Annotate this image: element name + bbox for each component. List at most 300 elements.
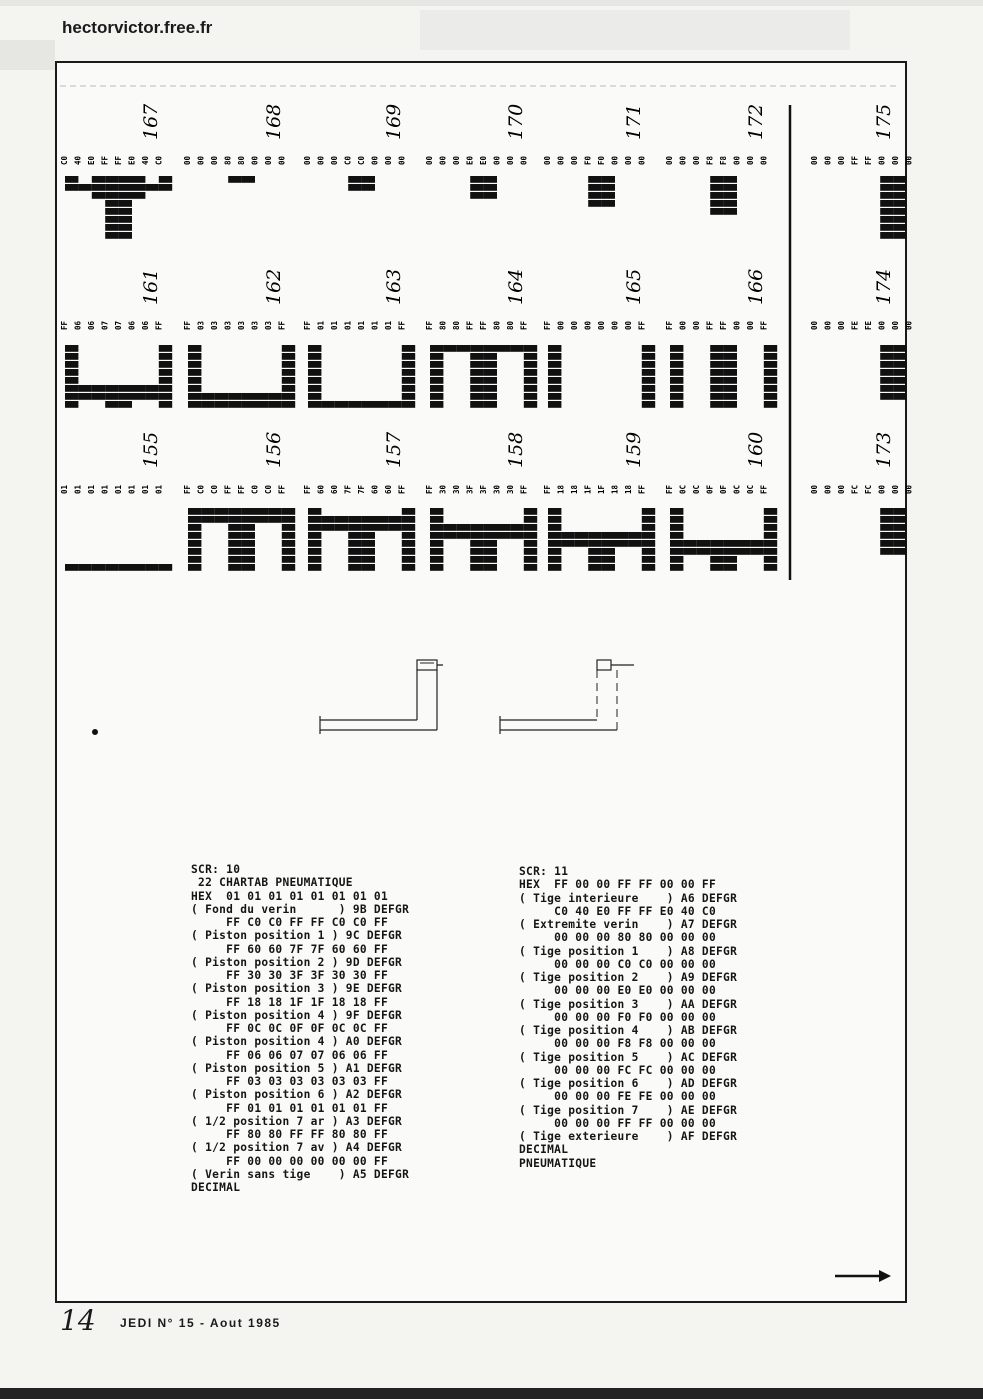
pixel [724,345,737,352]
pixel [119,232,132,239]
pixel [670,353,683,360]
hex-code: 0C [746,484,755,494]
pixel [484,353,497,360]
pixel [242,393,255,400]
pixel [159,353,172,360]
pixel [201,401,214,408]
pixel [242,564,255,571]
pixel [764,540,777,547]
hex-code: 18 [610,484,620,494]
pixel [880,232,893,239]
listing-line: ( Verin sans tige ) A5 DEFGR [191,1167,410,1181]
hex-code: FC [864,484,873,494]
listing-line: ( Tige position 7 ) AE DEFGR [519,1103,738,1117]
pixel [548,516,561,523]
pixel [388,524,401,531]
pixel [402,540,415,547]
pixel [65,385,78,392]
pixel [65,184,78,191]
hex-code: 01 [114,484,123,494]
pixel [215,393,228,400]
speck [92,729,98,735]
listing-line: 00 00 00 C0 C0 00 00 00 [519,957,716,971]
hex-code: FF [425,320,434,330]
pixel [510,532,523,539]
pixel [402,524,415,531]
pixel [764,516,777,523]
listing-line: DECIMAL [519,1143,569,1157]
hex-code: 00 [665,155,674,165]
hex-code: 80 [438,320,448,330]
pixel [710,192,723,199]
pixel [724,192,737,199]
pixel [228,556,241,563]
pixel [457,345,470,352]
hex-code: 00 [904,320,914,330]
pixel [348,540,361,547]
pixel [880,192,893,199]
pixel [65,369,78,376]
cylinder-sketch-left [320,660,443,734]
listing-line: ( Extremite verin ) A7 DEFGR [519,918,738,931]
hex-code: E0 [87,155,96,165]
hex-code: 00 [519,155,529,165]
pixel [308,556,321,563]
hex-code: 01 [141,484,150,494]
hex-code: 00 [624,155,633,165]
pixel [724,401,737,408]
hex-code: 00 [823,155,833,165]
pixel [670,556,683,563]
pixel [894,548,907,555]
pixel [308,524,321,531]
pixel [710,564,723,571]
pixel [484,369,497,376]
listing-line: FF 0C 0C 0F 0F 0C 0C FF [191,1022,388,1035]
char-number: 162 [263,268,285,305]
pixel [430,556,443,563]
pixel [470,192,483,199]
hex-code: FF [397,484,407,494]
hex-code: C0 [210,484,219,494]
pixel [105,385,118,392]
pixel [710,393,723,400]
pixel [484,524,497,531]
pixel [724,184,737,191]
hex-code: 00 [397,155,407,165]
code-listing-scr-11 [519,865,737,1170]
pixel [670,516,683,523]
pixel [321,524,334,531]
hex-code: FF [183,484,192,494]
pixel [430,524,443,531]
hex-code: 40 [73,155,83,165]
pixel [602,556,615,563]
hex-code: 00 [891,155,900,165]
listing-line: FF 03 03 03 03 03 03 FF [191,1075,388,1088]
pixel [548,564,561,571]
pixel [484,385,497,392]
cylinder-sketch-right [500,660,634,734]
char-number: 161 [140,268,162,305]
pixel [375,401,388,408]
pixel [119,184,132,191]
pixel [242,176,255,183]
pixel [880,184,893,191]
pixel [575,532,588,539]
pixel [188,345,201,352]
pixel [430,564,443,571]
pixel [524,385,537,392]
pixel [510,524,523,531]
pixel [670,540,683,547]
pixel [710,200,723,207]
listing-line: 00 00 00 FE FE 00 00 00 [519,1090,716,1104]
pixel [602,532,615,539]
listing-line: ( Tige position 1 ) A8 DEFGR [519,944,738,958]
pixel [282,524,295,531]
hex-code: 00 [610,155,620,165]
pixel [430,548,443,555]
listing-line: ( Fond du verin ) 9B DEFGR [191,902,410,916]
pixel [764,377,777,384]
pixel [484,345,497,352]
pixel [880,377,893,384]
pixel [548,369,561,376]
pixel [362,532,375,539]
pixel [268,508,281,515]
listing-line: ( 1/2 position 7 av ) A4 DEFGR [191,1141,403,1155]
pixel [548,393,561,400]
pixel [65,377,78,384]
hex-code: 3F [479,484,488,494]
pixel [65,345,78,352]
pixel [242,556,255,563]
pixel [348,564,361,571]
pixel [670,401,683,408]
hex-code: 0F [705,484,715,494]
hex-code: 0C [692,484,701,494]
pixel [670,564,683,571]
hex-code: F8 [705,155,715,165]
pixel [228,516,241,523]
pixel [188,540,201,547]
page-number: 14 [60,1304,96,1337]
pixel [228,540,241,547]
pixel [894,385,907,392]
pixel [308,516,321,523]
hex-code: E0 [127,155,137,165]
pixel [670,377,683,384]
pixel [159,176,172,183]
pixel [683,540,696,547]
pixel [242,516,255,523]
pixel [642,524,655,531]
hex-code: 03 [210,320,219,330]
pixel [724,564,737,571]
pixel [215,508,228,515]
listing-line: ( Piston position 4 ) 9F DEFGR [191,1008,403,1022]
pixel [737,540,750,547]
char-number: 159 [623,431,645,468]
listing-line: FF 01 01 01 01 01 01 FF [191,1101,388,1115]
hex-code: 0F [719,484,728,494]
pixel [880,369,893,376]
pixel [78,564,91,571]
pixel [308,540,321,547]
hex-code: 01 [100,484,110,494]
pixel [215,401,228,408]
hex-code: 00 [183,155,192,165]
hex-code: C0 [264,484,273,494]
pixel [894,224,907,231]
listing-line: ( Piston position 6 ) A2 DEFGR [191,1088,403,1102]
pixel [894,176,907,183]
pixel [724,176,737,183]
char-number: 169 [383,103,405,140]
pixel [524,532,537,539]
char-number: 165 [623,268,645,305]
pixel [484,556,497,563]
hex-code: 00 [810,320,819,330]
pixel [430,345,443,352]
pixel [105,184,118,191]
hex-code: F8 [719,155,728,165]
hex-code: 00 [877,155,887,165]
pixel [430,361,443,368]
hex-code: 00 [732,320,742,330]
hex-code: 00 [678,320,688,330]
hex-code: FF [705,320,715,330]
pixel [78,385,91,392]
pixel [470,385,483,392]
pixel [764,393,777,400]
hex-code: FF [519,484,529,494]
hex-code: 01 [73,484,83,494]
pixel [132,564,145,571]
hex-code: FF [665,320,674,330]
pixel [548,556,561,563]
pixel [308,385,321,392]
hex-code: C0 [60,155,69,165]
pixel [880,200,893,207]
pixel [724,361,737,368]
pixel [402,508,415,515]
pixel [588,532,601,539]
hex-code: 30 [506,484,515,494]
char-number: 156 [263,431,285,468]
pixel [282,556,295,563]
pixel [119,564,132,571]
pixel [321,401,334,408]
pixel [430,353,443,360]
pixel [282,401,295,408]
hex-code: 18 [556,484,566,494]
pixel [497,524,510,531]
pixel [242,401,255,408]
pixel [642,532,655,539]
listing-line: C0 40 E0 FF FF E0 40 C0 [519,904,716,918]
pixel [548,540,561,547]
hex-code: E0 [479,155,488,165]
hex-code: FF [719,320,728,330]
listing-line: ( Piston position 2 ) 9D DEFGR [191,955,403,969]
pixel [894,184,907,191]
listing-line: ( Piston position 4 ) A0 DEFGR [191,1035,403,1049]
hex-code: 00 [823,320,833,330]
hex-code: C0 [196,484,206,494]
pixel [282,361,295,368]
pixel [602,176,615,183]
pixel [894,345,907,352]
pixel [524,540,537,547]
pixel [430,377,443,384]
code-listing-scr-10 [191,863,409,1194]
hex-code: 06 [141,320,150,330]
pixel [65,564,78,571]
hex-code: FF [237,484,246,494]
hex-code: 80 [237,155,246,165]
pixel [588,556,601,563]
pixel [188,532,201,539]
pixel [362,184,375,191]
char-number: 173 [873,431,895,468]
pixel [642,564,655,571]
pixel [880,385,893,392]
pixel [894,508,907,515]
listing-line: FF 06 06 07 07 06 06 FF [191,1048,388,1062]
pixel [402,353,415,360]
pixel [308,508,321,515]
pixel [642,556,655,563]
pixel [724,393,737,400]
pixel [642,548,655,555]
hex-code: 30 [438,484,448,494]
pixel [764,532,777,539]
pixel [548,385,561,392]
pixel [710,176,723,183]
pixel [92,393,105,400]
pixel [430,385,443,392]
pixel [430,508,443,515]
pixel [588,184,601,191]
pixel [894,377,907,384]
pixel [764,385,777,392]
pixel [894,208,907,215]
pixel [497,345,510,352]
pixel [524,361,537,368]
hex-code: 60 [384,484,393,494]
hex-code: 00 [438,155,448,165]
pixel [188,524,201,531]
pixel [308,548,321,555]
pixel [588,176,601,183]
hex-code: 00 [556,155,566,165]
hex-code: 60 [370,484,380,494]
pixel [524,516,537,523]
pixel [145,184,158,191]
hex-code: 01 [357,320,366,330]
char-number: 175 [873,103,895,140]
hex-code: C0 [343,155,353,165]
pixel [188,361,201,368]
pixel [880,532,893,539]
pixel [105,192,118,199]
hex-code: 0C [678,484,688,494]
pixel [145,393,158,400]
pixel [321,516,334,523]
pixel [710,184,723,191]
hex-code: FF [425,484,434,494]
pixel [642,345,655,352]
pixel [402,385,415,392]
pixel [159,184,172,191]
pixel [443,345,456,352]
pixel [894,524,907,531]
hex-code: 00 [506,155,515,165]
hex-code: 00 [759,155,769,165]
pixel [402,393,415,400]
pixel [894,353,907,360]
pixel [764,564,777,571]
hex-code: 00 [196,155,206,165]
pixel [132,393,145,400]
pixel [348,556,361,563]
pixel [188,508,201,515]
pixel [764,401,777,408]
pixel [615,532,628,539]
pixel [145,564,158,571]
hex-code: 30 [452,484,461,494]
pixel [764,345,777,352]
hex-code: 00 [891,484,900,494]
pixel [308,564,321,571]
hex-code: 00 [904,155,914,165]
pixel [470,361,483,368]
pixel [724,208,737,215]
pixel [92,564,105,571]
hex-code: 07 [114,320,123,330]
pixel [470,176,483,183]
pixel [308,401,321,408]
pixel [228,508,241,515]
pixel [710,353,723,360]
pixel [670,385,683,392]
pixel [159,377,172,384]
pixel [242,548,255,555]
pixel [642,401,655,408]
pixel [470,564,483,571]
pixel [282,369,295,376]
char-number: 155 [140,431,162,468]
pixel [724,377,737,384]
char-number: 174 [873,268,895,305]
hex-code: E0 [465,155,475,165]
pixel [105,208,118,215]
pixel [335,516,348,523]
pixel [724,548,737,555]
pixel [894,369,907,376]
hex-code: 7F [343,484,353,494]
hex-code: 3F [465,484,475,494]
pixel [188,556,201,563]
pixel [880,176,893,183]
pixel [335,401,348,408]
pixel [894,192,907,199]
pixel [242,532,255,539]
pixel [470,556,483,563]
hex-code: 03 [250,320,260,330]
